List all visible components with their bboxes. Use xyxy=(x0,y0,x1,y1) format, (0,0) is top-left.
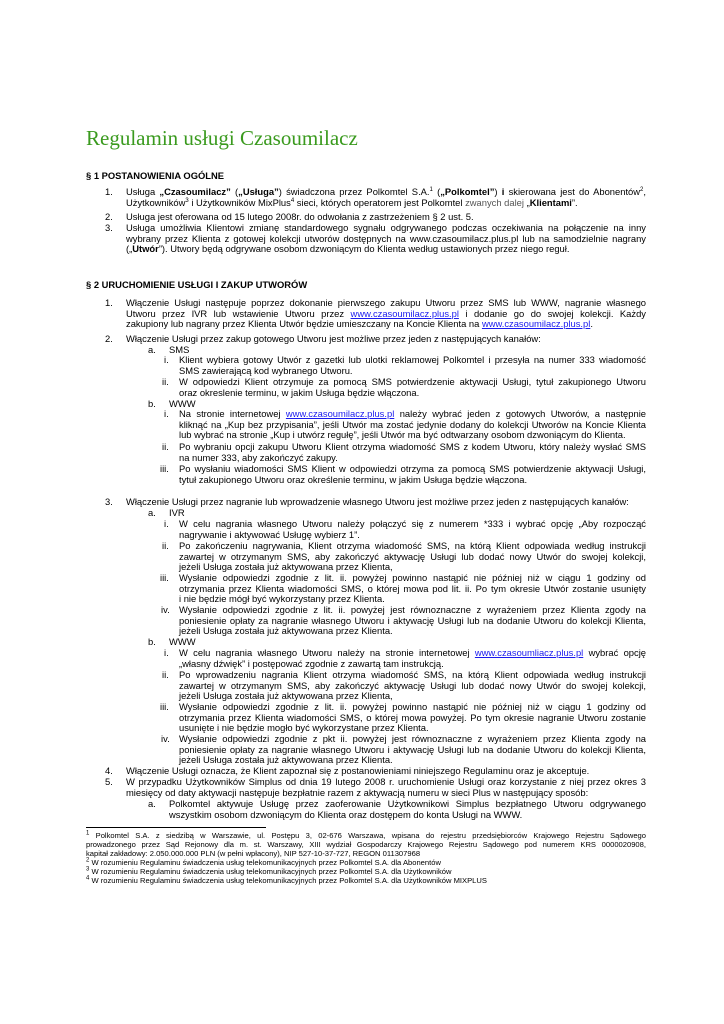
roman-numeral: i. xyxy=(164,354,169,365)
section-2-item-2: Włączenie Usługi przez zakup gotowego Utworu jest możliwe przez jeden z następujących kanałów: xyxy=(126,333,541,344)
roman-numeral: i. xyxy=(164,647,169,658)
sub-letter: a. xyxy=(148,507,156,518)
czasoumilacz-link[interactable]: www.czasoumilacz.plus.pl xyxy=(481,318,591,330)
sub-letter: b. xyxy=(148,636,156,647)
sms-step-1: Klient wybiera gotowy Utwór z gazetki lub ulotki reklamowej Polkomtel i przesyła na numer 333 wiadomość SMS zawierającą kod wybranego Utworu. xyxy=(179,354,646,376)
czasoumilacz-link[interactable]: www.czasoumilacz.plus.pl xyxy=(285,408,395,419)
item-number: 3. xyxy=(105,222,113,233)
sub-letter: b. xyxy=(148,398,156,409)
footnote-separator xyxy=(86,827,266,828)
document-title: Regulamin usługi Czasoumilacz xyxy=(86,126,358,150)
item-number: 4. xyxy=(105,765,113,776)
sub-letter: a. xyxy=(148,798,156,809)
roman-numeral: ii. xyxy=(162,441,169,452)
czasoumilacz-link[interactable]: www.czasoumilacz.plus.pl xyxy=(350,307,459,319)
ivr-step-2: Po zakończeniu nagrywania, Klient otrzyma wiadomość SMS, na którą Klient odpowiada według instrukcji zawartej w otrzymanym SMS, aby zakończyć aktywację Usługi lub dodać nowy Utwór do swojej kolekcji, jeżeli Usługa została już aktywowana przez Klienta, xyxy=(179,540,646,573)
www-step-1: Na stronie internetowej www.czasoumilacz.plus.pl należy wybrać jeden z gotowych Utworów, a następnie kliknąć na „Kup bez przypisania”, jeśli Utwór ma zostać jedynie dodany do kolekcji Utworów na Koncie Klienta lub wybrać na stronie „Kup i utwórz regułę”, jeśli Utwór ma być odtwarzany osobom dzwoniącym do Klienta. xyxy=(179,408,646,441)
section-2-item-4: Włączenie Usługi oznacza, że Klient zapoznał się z postanowieniami niniejszego Regulaminu oraz je akceptuje. xyxy=(126,765,590,776)
roman-numeral: ii. xyxy=(162,540,169,551)
channel-www: WWW xyxy=(169,398,196,409)
ivr-step-4: Wysłanie odpowiedzi zgodnie z lit. ii. powyżej jest równoznaczne z wyrażeniem przez Klienta zgody na poniesienie opłaty za nagranie własnego Utworu i aktywację Usługi lub na dodanie Utworu do kolekcji Klienta, jeżeli Usługa została już aktywowana przez Klienta. xyxy=(179,604,646,637)
section-1-heading: § 1 POSTANOWIENIA OGÓLNE xyxy=(86,170,225,181)
footnote-1: $^1$ Polkomtel S.A. z siedzibą w Warszawie, ul. Postępu 3, 02-676 Warszawa, wpisana do rejestru przedsiębiorców Krajowego Rejestru Sądowego prowadzonego przez Sąd Rejonowy dla m. st. Warszawy, XIII wydział Gospodarczy Krajowego Rejestru Sądowego pod numerem KRS 0000020908, kapitał zakładowy: 2.050.000.000 PLN (w pełni wpłacony), NIP 527-10-37-727, REGON 011307968 xyxy=(86,830,646,858)
roman-numeral: iv. xyxy=(161,604,170,615)
footnote-3: $^3$ W rozumieniu Regulaminu świadczenia usług telekomunikacyjnych przez Polkomtel S.A. dla Użytkowników xyxy=(86,866,452,876)
footnote-4: $^4$ W rozumieniu Regulaminu świadczenia usług telekomunikacyjnych przez Polkomtel S.A. dla Użytkowników MIXPLUS xyxy=(86,875,487,885)
www-rec-step-2: Po wprowadzeniu nagrania Klient otrzyma wiadomość SMS, na którą Klient odpowiada według instrukcji zawartej w otrzymanym SMS, aby zakończyć aktywację Usługi lub dodać nowy Utwór do swojej kolekcji, jeżeli Usługa została już aktywowana przez Klienta, xyxy=(179,669,646,702)
section-2-item-5: W przypadku Użytkowników Simplus od dnia 19 lutego 2008 r. uruchomienie Usługi oraz korzystanie z niej przez okres 3 miesięcy od daty aktywacji następuje bezpłatnie razem z aktywacją numeru w sieci Plus w następujący sposób: xyxy=(126,776,646,798)
footnote-2: $^2$ W rozumieniu Regulaminu świadczenia usług telekomunikacyjnych przez Polkomtel S.A. dla Abonentów xyxy=(86,857,441,867)
www-rec-step-4: Wysłanie odpowiedzi zgodnie z pkt ii. powyżej jest równoznaczne z wyrażeniem przez Klienta zgody na poniesienie opłaty za nagranie własnego Utworu i aktywację Usługi lub na dodanie Utworu do kolekcji Klienta, jeżeli Usługa została już aktywowana przez Klienta. xyxy=(179,733,646,766)
item-number: 5. xyxy=(105,776,113,787)
ivr-step-3: Wysłanie odpowiedzi zgodnie z lit. ii. powyżej powinno nastąpić nie później niż w ciągu 1 godziny od otrzymania przez Klienta wiadomości SMS, o której mowa pod lit. ii. Po tym okresie Utwór zostanie usunięty i nie będzie mógł być wykorzystany przez Klienta. xyxy=(179,572,646,605)
www-step-2: Po wybraniu opcji zakupu Utworu Klient otrzyma wiadomość SMS z kodem Utworu, który należy wysłać SMS na numer 333, aby zakończyć zakupy. xyxy=(179,441,646,463)
roman-numeral: i. xyxy=(164,408,169,419)
roman-numeral: iv. xyxy=(161,733,170,744)
www-step-3: Po wysłaniu wiadomości SMS Klient w odpowiedzi otrzyma za pomocą SMS potwierdzenie aktywacji Usługi, tytuł zakupionego Utworu oraz określenie terminu, w jakim Usługa będzie włączona. xyxy=(179,463,646,485)
simplus-activation: Polkomtel aktywuje Usługę przez zaoferowanie Użytkownikowi Simplus bezpłatnego Utworu odgrywanego wszystkim osobom dzwoniącym do Klienta oraz dostępem do konta Usługi na WWW. xyxy=(169,798,646,820)
ivr-step-1: W celu nagrania własnego Utworu należy połączyć się z numerem *333 i wybrać opcję „Aby rozpocząć nagrywanie i aktywować Usługę wybierz 1”. xyxy=(179,518,646,540)
section-1-item-1: Usługa „Czasoumilacz” („Usługa”) świadczona przez Polkomtel S.A.$^1$ („Polkomtel”) i skierowana jest do Abonentów$^2$, Użytkowników$^3$ i Użytkowników MixPlus$^4$ sieci, których operatorem jest Polkomtel zwanych dalej „Klientami”. xyxy=(126,186,646,208)
section-1-item-2: Usługa jest oferowana od 15 lutego 2008r. do odwołania z zastrzeżeniem § 2 ust. 5. xyxy=(126,211,474,222)
roman-numeral: ii. xyxy=(162,376,169,387)
roman-numeral: ii. xyxy=(162,669,169,680)
www-rec-step-3: Wysłanie odpowiedzi zgodnie z lit. ii. powyżej powinno nastąpić nie później niż w ciągu 1 godziny od otrzymania przez Klienta wiadomości SMS, o której mowa powyżej. Po tym okresie nagranie Utworu zostanie usunięte i nie będzie mogło być wykorzystane przez Klienta. xyxy=(179,701,646,734)
section-2-heading: § 2 URUCHOMIENIE USŁUGI I ZAKUP UTWORÓW xyxy=(86,279,308,290)
channel-www-recording: WWW xyxy=(169,636,196,647)
sms-step-2: W odpowiedzi Klient otrzymuje za pomocą SMS potwierdzenie aktywacji Usługi, tytuł zakupionego Utworu oraz okreslenie terminu, w jakim Usługa będzie włączona. xyxy=(179,376,646,398)
item-number: 3. xyxy=(105,496,113,507)
channel-sms: SMS xyxy=(169,344,190,355)
item-number: 2. xyxy=(105,333,113,344)
item-number: 2. xyxy=(105,211,113,222)
section-1-item-3: Usługa umożliwia Klientowi zmianę standardowego sygnału odgrywanego podczas oczekiwania na połączenie na inny wybrany przez Klienta z gotowej kolekcji utworów dostępnych na www.czasoumilacz.plus.pl lub na samodzielnie nagrany („Utwór”). Utwory będą odgrywane osobom dzwoniącym do Klienta według ustawionych przez niego reguł. xyxy=(126,222,646,255)
section-2-item-3: Włączenie Usługi przez nagranie lub wprowadzenie własnego Utworu jest możliwe przez jeden z następujących kanałów: xyxy=(126,496,629,507)
section-2-item-1: Włączenie Usługi następuje poprzez dokonanie pierwszego zakupu Utworu przez SMS lub WWW, nagranie własnego Utworu przez IVR lub wstawienie Utworu przez www.czasoumilacz.plus.pl i dodanie go do swojej kolekcji. Każdy zakupiony lub nagrany przez Klienta Utwór będzie umieszczany na Koncie Klienta na www.czasoumilacz.plus.pl. xyxy=(126,297,646,330)
roman-numeral: iii. xyxy=(160,463,169,474)
item-number: 1. xyxy=(105,186,113,197)
channel-ivr: IVR xyxy=(169,507,185,518)
roman-numeral: iii. xyxy=(160,701,169,712)
roman-numeral: i. xyxy=(164,518,169,529)
czasoumliacz-link[interactable]: www.czasoumliacz.plus.pl xyxy=(474,647,584,658)
roman-numeral: iii. xyxy=(160,572,169,583)
sub-letter: a. xyxy=(148,344,156,355)
www-rec-step-1: W celu nagrania własnego Utworu należy na stronie internetowej www.czasoumliacz.plus.pl wybrać opcję „własny dźwięk” i postępować zgodnie z zawartą tam instrukcją. xyxy=(179,647,646,669)
item-number: 1. xyxy=(105,297,113,308)
